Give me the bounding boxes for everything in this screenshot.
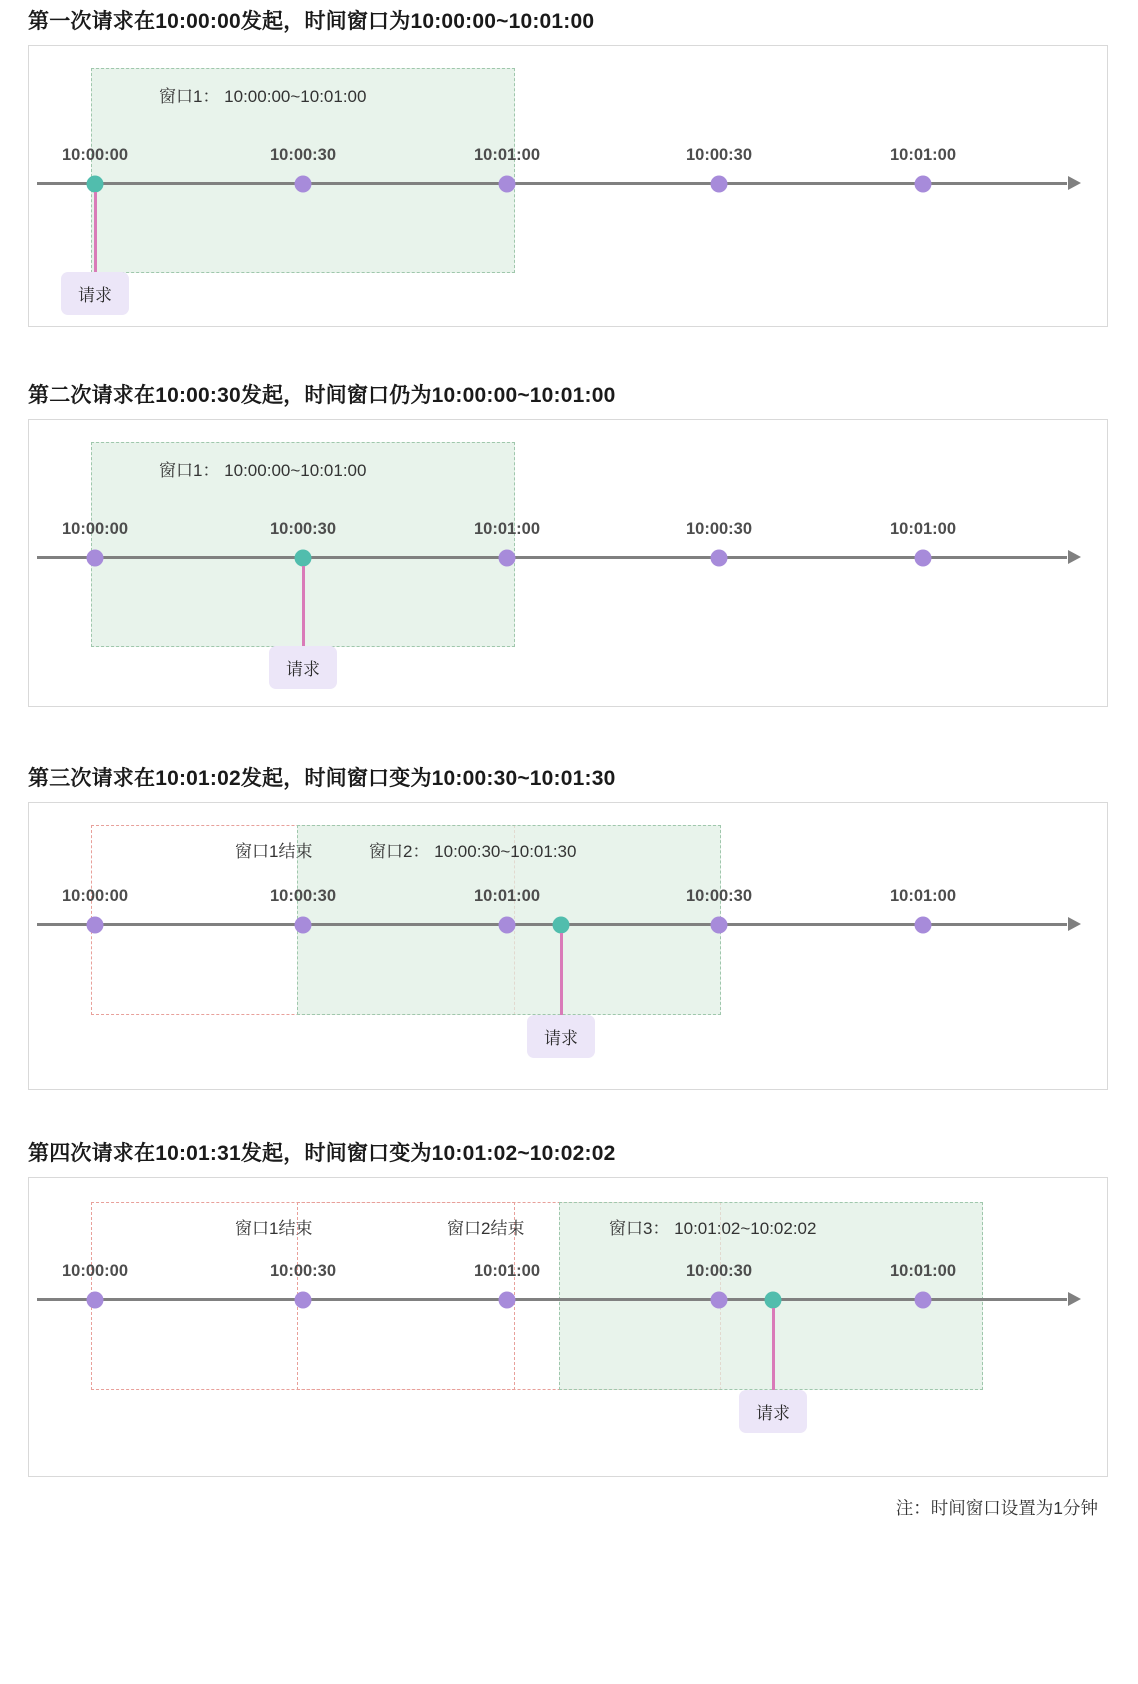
section-1-track bbox=[29, 46, 1107, 326]
timeline-axis bbox=[37, 556, 1067, 559]
timeline-dot bbox=[711, 1292, 728, 1309]
section-1-title: 第一次请求在10:00:00发起，时间窗口为10:00:00~10:01:00 bbox=[28, 10, 595, 33]
tick-label: 10:00:30 bbox=[685, 887, 753, 906]
tick-label: 10:00:00 bbox=[61, 1262, 129, 1281]
timeline-dot bbox=[915, 176, 932, 193]
timeline-dot bbox=[915, 550, 932, 567]
timeline-dot bbox=[87, 1292, 104, 1309]
window-2-label: 窗口2： 10:00:30~10:01:30 bbox=[369, 842, 577, 862]
timeline-dot-active bbox=[295, 550, 312, 567]
window-1-label: 窗口1： 10:00:00~10:01:00 bbox=[159, 461, 367, 481]
timeline-dot bbox=[711, 550, 728, 567]
tick-label: 10:01:00 bbox=[473, 520, 541, 539]
window-3-label: 窗口3： 10:01:02~10:02:02 bbox=[609, 1219, 817, 1239]
timeline-dot bbox=[295, 917, 312, 934]
section-2-track bbox=[29, 420, 1107, 706]
timeline-arrow-icon bbox=[1068, 917, 1081, 931]
request-badge: 请求 bbox=[61, 272, 129, 315]
request-badge: 请求 bbox=[269, 646, 337, 689]
window-2-end-label: 窗口2结束 bbox=[447, 1219, 525, 1239]
timeline-dot-active bbox=[87, 176, 104, 193]
timeline-dot bbox=[711, 176, 728, 193]
request-badge: 请求 bbox=[739, 1390, 807, 1433]
tick-label: 10:01:00 bbox=[473, 1262, 541, 1281]
timeline-dot bbox=[499, 550, 516, 567]
timeline-arrow-icon bbox=[1068, 550, 1081, 564]
tick-label: 10:00:30 bbox=[269, 1262, 337, 1281]
tick-label: 10:00:00 bbox=[61, 520, 129, 539]
section-4-title: 第四次请求在10:01:31发起，时间窗口变为10:01:02~10:02:02 bbox=[28, 1142, 616, 1165]
section-2-title: 第二次请求在10:00:30发起，时间窗口仍为10:00:00~10:01:00 bbox=[28, 384, 616, 407]
timeline-dot bbox=[87, 917, 104, 934]
section-2-panel bbox=[28, 419, 1108, 707]
timeline-dot bbox=[711, 917, 728, 934]
timeline-dot-active bbox=[765, 1292, 782, 1309]
tick-label: 10:00:00 bbox=[61, 146, 129, 165]
tick-label: 10:01:00 bbox=[889, 146, 957, 165]
section-4-track bbox=[29, 1178, 1107, 1476]
window-1-label: 窗口1： 10:00:00~10:01:00 bbox=[159, 87, 367, 107]
timeline-dot bbox=[87, 550, 104, 567]
tick-label: 10:00:30 bbox=[269, 520, 337, 539]
tick-label: 10:01:00 bbox=[473, 887, 541, 906]
tick-label: 10:00:30 bbox=[269, 887, 337, 906]
request-stem bbox=[302, 566, 305, 646]
request-stem bbox=[560, 933, 563, 1015]
timeline-dot bbox=[499, 1292, 516, 1309]
tick-label: 10:00:30 bbox=[269, 146, 337, 165]
tick-label: 10:01:00 bbox=[473, 146, 541, 165]
timeline-arrow-icon bbox=[1068, 1292, 1081, 1306]
section-1 bbox=[0, 8, 1138, 327]
tick-label: 10:00:30 bbox=[685, 520, 753, 539]
window-1-end-label: 窗口1结束 bbox=[235, 842, 313, 862]
section-4-panel bbox=[28, 1177, 1108, 1477]
timeline-dot-active bbox=[553, 917, 570, 934]
section-3-panel bbox=[28, 802, 1108, 1090]
timeline-axis bbox=[37, 182, 1067, 185]
tick-label: 10:01:00 bbox=[889, 887, 957, 906]
request-badge: 请求 bbox=[527, 1015, 595, 1058]
window-1-end-label: 窗口1结束 bbox=[235, 1219, 313, 1239]
timeline-axis bbox=[37, 1298, 1067, 1301]
section-1-panel bbox=[28, 45, 1108, 327]
timeline-dot bbox=[499, 176, 516, 193]
section-2 bbox=[0, 382, 1138, 707]
tick-label: 10:00:30 bbox=[685, 1262, 753, 1281]
tick-label: 10:01:00 bbox=[889, 520, 957, 539]
request-stem bbox=[772, 1308, 775, 1390]
timeline-dot bbox=[915, 917, 932, 934]
timeline-dot bbox=[295, 1292, 312, 1309]
footnote: 注：时间窗口设置为1分钟 bbox=[895, 1498, 1098, 1518]
tick-label: 10:00:00 bbox=[61, 887, 129, 906]
tick-label: 10:01:00 bbox=[889, 1262, 957, 1281]
section-3 bbox=[0, 765, 1138, 1090]
section-3-title: 第三次请求在10:01:02发起，时间窗口变为10:00:30~10:01:30 bbox=[28, 767, 616, 790]
tick-label: 10:00:30 bbox=[685, 146, 753, 165]
section-3-track bbox=[29, 803, 1107, 1089]
timeline-dot bbox=[499, 917, 516, 934]
request-stem bbox=[94, 192, 97, 272]
timeline-dot bbox=[915, 1292, 932, 1309]
timeline-arrow-icon bbox=[1068, 176, 1081, 190]
section-4 bbox=[0, 1140, 1138, 1477]
timeline-dot bbox=[295, 176, 312, 193]
